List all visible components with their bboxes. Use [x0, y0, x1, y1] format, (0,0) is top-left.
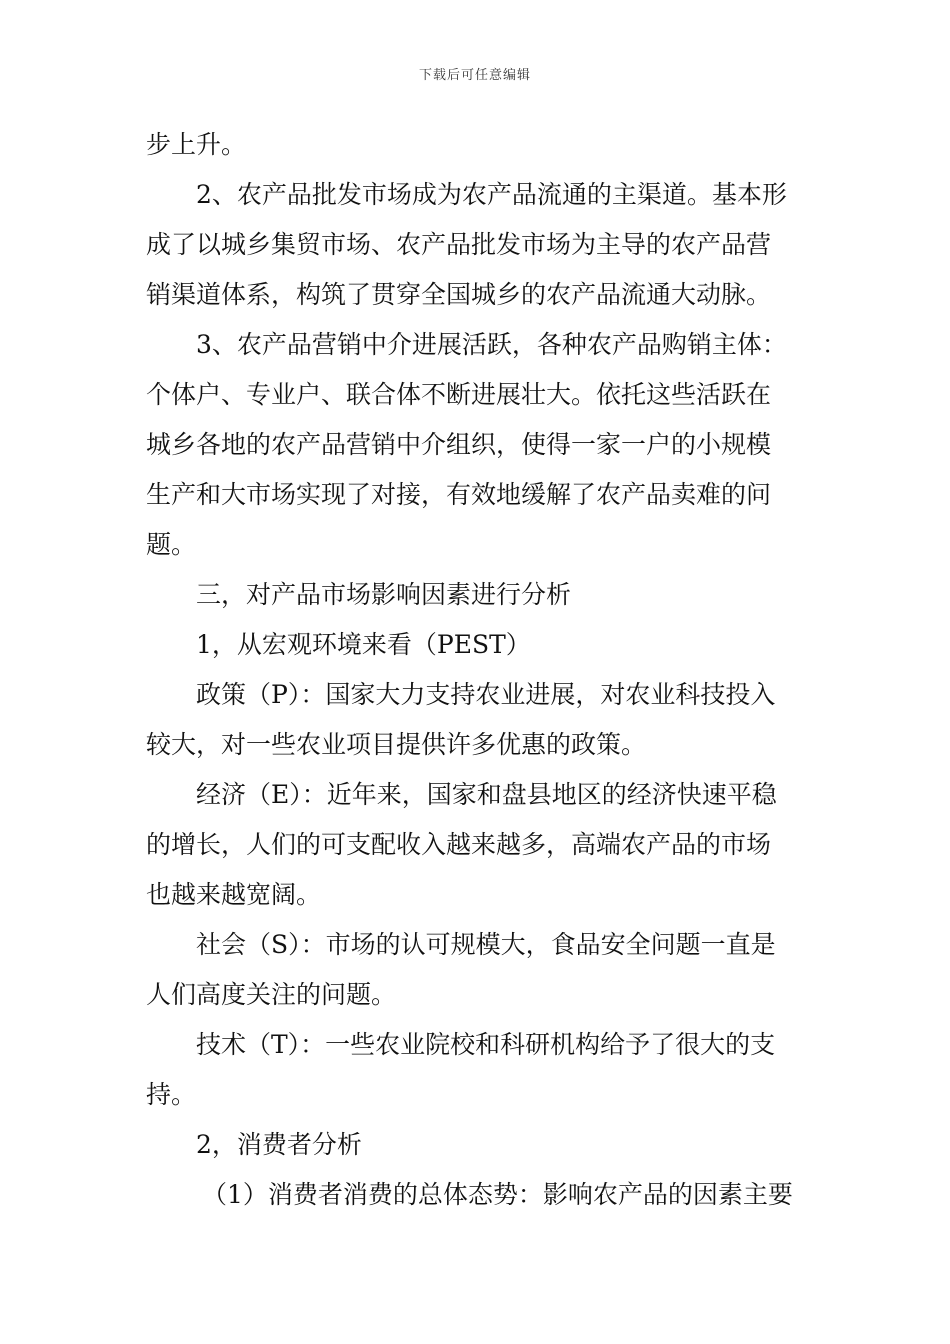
section-heading: 三，对产品市场影响因素进行分析 [196, 580, 572, 609]
subsection-heading: 2，消费者分析 [196, 1130, 362, 1159]
text-line: 题。 [146, 530, 197, 559]
text-line: 生产和大市场实现了对接，有效地缓解了农产品卖难的问 [146, 480, 772, 509]
text-line: 城乡各地的农产品营销中介组织，使得一家一户的小规模 [146, 430, 772, 459]
text-line: 销渠道体系，构筑了贯穿全国城乡的农产品流通大动脉。 [146, 280, 772, 309]
text-line: 2、农产品批发市场成为农产品流通的主渠道。基本形 [196, 180, 787, 209]
document-body [146, 120, 806, 1220]
text-line: （1）消费者消费的总体态势：影响农产品的因素主要 [202, 1180, 793, 1209]
text-line: 经济（E）：近年来，国家和盘县地区的经济快速平稳 [196, 780, 777, 809]
subsection-heading: 1，从宏观环境来看（PEST） [196, 630, 531, 659]
text-line: 持。 [146, 1080, 197, 1109]
text-line: 步上升。 [146, 130, 247, 159]
text-line: 的增长，人们的可支配收入越来越多，高端农产品的市场 [146, 830, 772, 859]
text-line: 社会（S）：市场的认可规模大，食品安全问题一直是 [196, 930, 776, 959]
text-line: 也越来越宽阔。 [146, 880, 322, 909]
text-line: 较大，对一些农业项目提供许多优惠的政策。 [146, 730, 647, 759]
text-line: 人们高度关注的问题。 [146, 980, 397, 1009]
text-line: 政策（P）：国家大力支持农业进展，对农业科技投入 [196, 680, 776, 709]
page-header-note: 下载后可任意编辑 [418, 68, 531, 83]
text-line: 技术（T）：一些农业院校和科研机构给予了很大的支 [196, 1030, 776, 1059]
text-line: 个体户、专业户、联合体不断进展壮大。依托这些活跃在 [146, 380, 772, 409]
text-line: 成了以城乡集贸市场、农产品批发市场为主导的农产品营 [146, 230, 772, 259]
text-line: 3、农产品营销中介进展活跃，各种农产品购销主体： [196, 330, 787, 359]
